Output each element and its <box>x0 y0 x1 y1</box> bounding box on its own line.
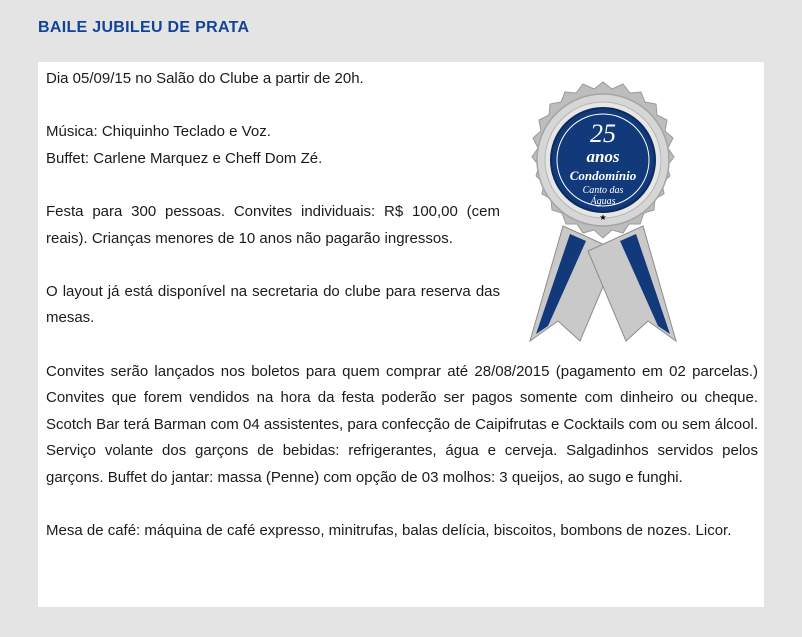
badge-star-icon: ★ <box>599 213 607 222</box>
badge-number: 25 <box>590 119 616 148</box>
buffet-text: Buffet: Carlene Marquez e Cheff Dom Zé. <box>46 149 323 167</box>
anniversary-badge-icon <box>508 76 698 366</box>
party-info-paragraph: Festa para 300 pessoas. Convites individuais: R$ 100,00 (cem reais). Crianças menores de 10 anos não pagarão ingressos. <box>46 202 500 247</box>
badge-word: anos <box>586 147 620 166</box>
badge-line2: Canto das <box>582 185 624 196</box>
event-date-text: Dia 05/09/15 no Salão do Clube a partir de 20h. <box>46 70 364 87</box>
event-date-paragraph <box>46 62 500 93</box>
content-box <box>38 62 764 607</box>
layout-paragraph: O layout já está disponível na secretaria do clube para reserva das mesas. <box>46 282 500 327</box>
page-title: BAILE JUBILEU DE PRATA <box>38 19 250 36</box>
badge-line1: Condomínio <box>569 168 637 183</box>
badge-line3: Águas <box>590 196 616 207</box>
coffee-table-paragraph: Mesa de café: máquina de café expresso, minitrufas, balas delícia, biscoitos, bombons de nozes. Licor. <box>46 522 732 540</box>
music-text: Música: Chiquinho Teclado e Voz. <box>46 123 271 141</box>
invitations-paragraph: Convites serão lançados nos boletos para quem comprar até 28/08/2015 (pagamento em 02 parcelas.) Convites que forem vendidos na hora da festa poderão ser pagos somente com dinheiro ou cheque. Scotch Bar terá Barman com 04 assistentes, para confecção de Caipifrutas e Cocktails com ou sem álcool. Serviço volante dos garçons de bebidas: refrigerantes, água e cerveja. Salgadinhos servidos pelos garçons. Buffet do jantar: massa (Penne) com opção de 03 molhos: 3 queijos, ao sugo e funghi. <box>46 362 758 486</box>
music-buffet-paragraph <box>46 119 500 172</box>
